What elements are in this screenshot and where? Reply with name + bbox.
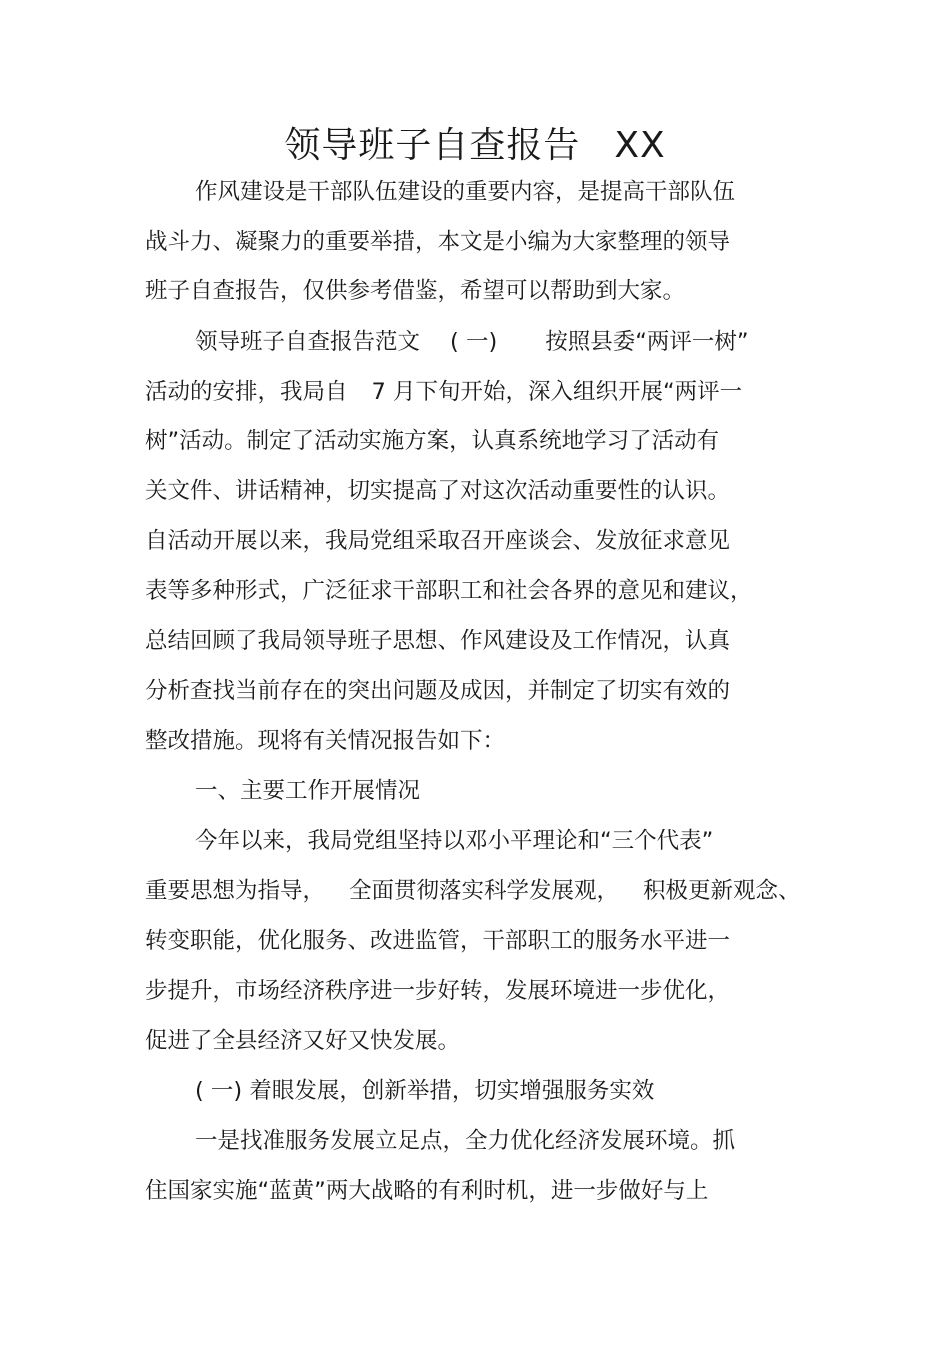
title-suffix: XX (614, 125, 666, 166)
sample-line-4: 关文件、讲话精神，切实提高了对这次活动重要性的认识。 (145, 478, 731, 504)
sample-line-1-rest: 按照县委“两评一树” (545, 329, 749, 355)
sample-line-3: 树”活动。制定了活动实施方案，认真系统地学习了活动有 (145, 428, 720, 454)
intro-line-1: 作风建设是干部队伍建设的重要内容，是提高干部队伍 (195, 179, 736, 205)
sample-line-6: 表等多种形式，广泛征求干部职工和社会各界的意见和建议， (145, 578, 753, 604)
section-1-line-2-a: 重要思想为指导， (145, 878, 326, 904)
sample-line-7: 总结回顾了我局领导班子思想、作风建设及工作情况，认真 (145, 628, 731, 654)
sample-line-2 (145, 375, 742, 409)
section-1-heading: 一、主要工作开展情况 (195, 778, 421, 804)
title-main: 领导班子自查报告 (284, 125, 581, 166)
section-1-line-2-b: 全面贯彻落实科学发展观， (349, 878, 620, 904)
subsection-1-heading: ( 一) 着眼发展，创新举措，切实增强服务实效 (195, 1078, 655, 1104)
sample-line-1 (195, 325, 749, 359)
sample-line-5: 自活动开展以来，我局党组采取召开座谈会、发放征求意见 (145, 528, 731, 554)
sample-line-2-b: 7 月下旬开始，深入组织开展“两评一 (371, 379, 743, 405)
subsection-1-line-1: 一是找准服务发展立足点，全力优化经济发展环境。抓 (195, 1128, 736, 1154)
sample-line-2-a: 活动的安排，我局自 (145, 379, 348, 405)
section-1-line-5: 促进了全县经济又好又快发展。 (145, 1028, 461, 1054)
intro-line-3: 班子自查报告，仅供参考借鉴，希望可以帮助到大家。 (145, 278, 686, 304)
section-1-line-4: 步提升，市场经济秩序进一步好转，发展环境进一步优化， (145, 978, 731, 1004)
sample-line-9: 整改措施。现将有关情况报告如下： (145, 728, 506, 754)
section-1-line-2-c: 积极更新观念、 (643, 878, 801, 904)
sample-number: ( 一) (450, 329, 498, 355)
section-1-line-2 (145, 874, 801, 908)
section-1-line-3: 转变职能，优化服务、改进监管，干部职工的服务水平进一 (145, 928, 731, 954)
intro-line-2: 战斗力、凝聚力的重要举措，本文是小编为大家整理的领导 (145, 229, 731, 255)
subsection-1-line-2: 住国家实施“蓝黄”两大战略的有利时机，进一步做好与上 (145, 1178, 709, 1204)
sample-line-8: 分析查找当前存在的突出问题及成因，并制定了切实有效的 (145, 678, 731, 704)
document-title (0, 118, 950, 174)
section-1-line-1: 今年以来，我局党组坚持以邓小平理论和“三个代表” (195, 828, 714, 854)
sample-label: 领导班子自查报告范文 (195, 329, 421, 355)
